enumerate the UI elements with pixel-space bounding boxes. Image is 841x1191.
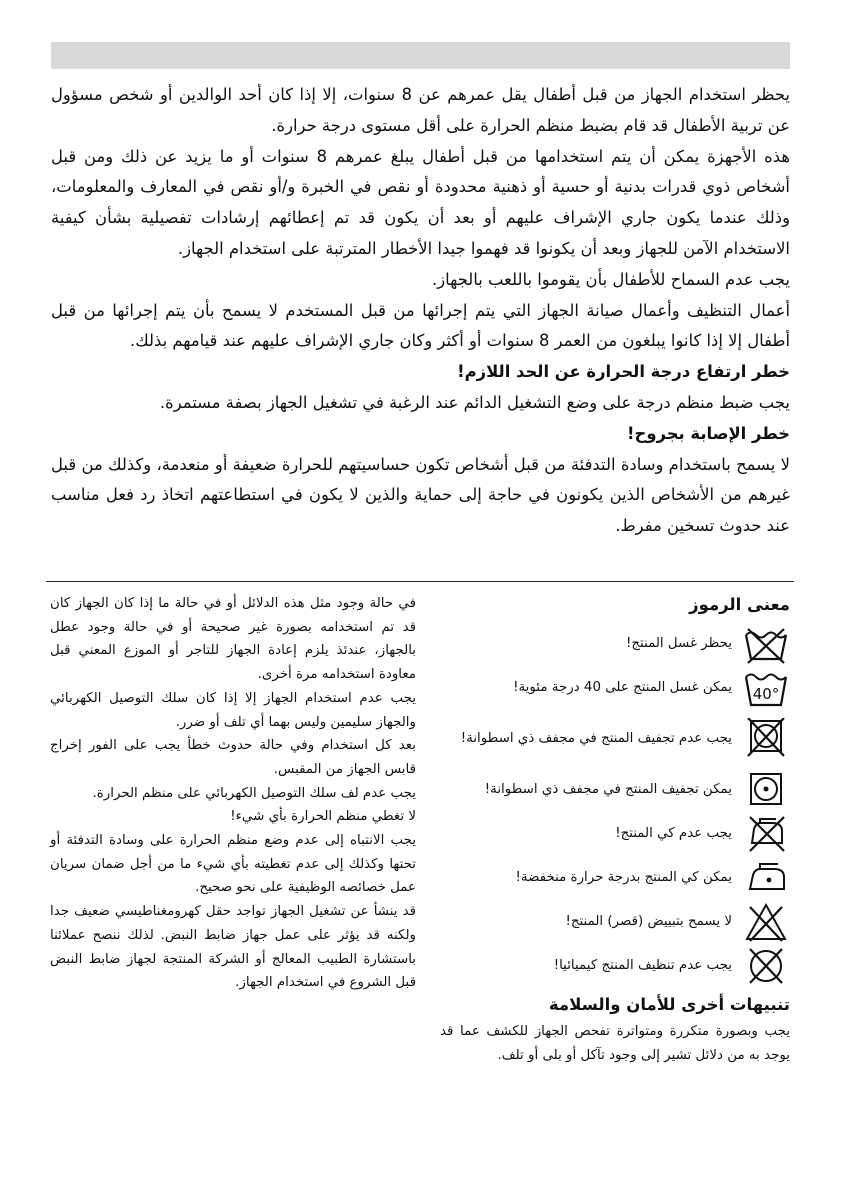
symbol-row [440, 900, 790, 944]
symbol-row [440, 944, 790, 988]
symbol-label: يمكن غسل المنتج على 40 درجة مئوية! [513, 680, 732, 695]
symbol-label: يمكن تجفيف المنتج في مجفف ذي اسطوانة! [484, 782, 732, 797]
paragraph-no-play: يجب عدم السماح للأطفال بأن يقوموا باللعب بالجهاز. [432, 269, 790, 289]
wash-40-icon [742, 667, 790, 709]
wash-prohibited-icon [742, 623, 790, 665]
paragraph-unplug: بعد كل استخدام وفي حالة حدوث خطأ يجب على الفور إخراج قابس الجهاز من المقبس. [50, 738, 416, 777]
paragraph-do-not-cover: لا تغطي منظم الحرارة بأي شيء! [230, 809, 416, 825]
symbol-label: يجب عدم تجفيف المنتج في مجفف ذي اسطوانة! [460, 731, 732, 746]
symbol-row [440, 710, 790, 768]
safety-section-text: يجب وبصورة متكررة ومتواترة تفحص الجهاز للكشف عما قد يوجد به من دلائل تشير إلى وجود تآكل أو بلى أو تلف. [440, 1024, 790, 1063]
symbol-label: لا يسمح بتبييض (قصر) المنتج! [565, 914, 732, 929]
symbol-label: يحظر غسل المنتج! [626, 636, 732, 651]
right-column [440, 592, 790, 1067]
paragraph-return-device: في حالة وجود مثل هذه الدلائل أو في حالة ما إذا كان الجهاز كان قد تم استخدامه بصورة غير صحيحة أو في حالة وجود عطل بالجهاز، عندئذ يلزم إعادة الجهاز للتاجر أو الموزع المعني قبل معاودة استخدامه مرة أخرى. [50, 596, 416, 683]
symbol-row [440, 812, 790, 856]
iron-low-icon [742, 857, 790, 899]
symbol-row [440, 768, 790, 812]
no-bleach-icon [742, 901, 790, 943]
wash-temperature-label: 40° [752, 685, 780, 703]
paragraph-child-age-limit: يحظر استخدام الجهاز من قبل أطفال يقل عمرهم عن 8 سنوات، إلا إذا كان أحد الوالدين أو شخص مسؤول عن تربية الأطفال قد قام بضبط منظم الحرارة على أقل مستوى درجة حرارة. [51, 85, 790, 135]
header-bar [51, 42, 790, 69]
paragraph-cleaning-by-children: أعمال التنظيف وأعمال صيانة الجهاز التي يتم إجرائها من قبل المستخدم لا يسمح بأن يتم إجرائها من قبل أطفال إلا إذا كانوا يبلغون من العمر 8 سنوات أو أكثر وكان جاري الإشراف عليهم عند قيامهم بذلك. [51, 300, 790, 351]
paragraph-supervised-use: هذه الأجهزة يمكن أن يتم استخدامها من قبل أطفال يبلغ عمرهم 8 سنوات أو ما يزيد عن ذلك ومن قبل أشخاص ذوي قدرات بدنية أو حسية أو ذهنية محدودة أو نقص في الخبرة و/أو نقص في المعارف والمعلومات، وذلك عندما يكون جاري الإشراف عليهم أو بعد أن يكون قد تم إعطائهم إرشادات تفصيلية بشأن كيفية الاستخدام الآمن للجهاز وبعد أن يكونوا قد فهموا جيدا الأخطار المترتبة على استخدام الجهاز. [51, 146, 790, 258]
paragraph-heat-insensitive-persons: لا يسمح باستخدام وسادة التدفئة من قبل أشخاص تكون حساسيتهم للحرارة ضعيفة أو منعدمة، وكذلك من قبل غيرهم من الأشخاص الذين يكونون في حاجة إلى حماية والذين لا يكون في استطاعتهم اتخاذ رد فعل مناسب عند حدوث تسخين مفرط. [51, 454, 790, 536]
paragraph-continuous-operation: يجب ضبط منظم درجة على وضع التشغيل الدائم عند الرغبة في تشغيل الجهاز بصفة مستمرة. [159, 392, 790, 412]
no-dry-clean-icon [742, 945, 790, 987]
heading-injury-risk: خطر الإصابة بجروح! [627, 423, 790, 443]
paragraph-no-cable-wrap: يجب عدم لف سلك التوصيل الكهربائي على منظم الحرارة. [92, 785, 416, 801]
symbols-list [440, 622, 790, 988]
symbol-label: يجب عدم تنظيف المنتج كيميائيا! [553, 958, 732, 973]
left-column [50, 592, 416, 995]
symbols-title: معنى الرموز [689, 595, 790, 614]
paragraph-cable-intact: يجب عدم استخدام الجهاز إلا إذا كان سلك التوصيل الكهربائي والجهاز سليمين وليس بهما أي تلف أو ضرر. [50, 690, 416, 730]
safety-section-title: تنبيهات أخرى للأمان والسلامة [548, 995, 790, 1014]
paragraph-pacemaker-warning: قد ينشأ عن تشغيل الجهاز تواجد حقل كهرومغناطيسي ضعيف جدا ولكنه قد يؤثر على عمل جهاز ضابط النبض. لذلك ننصح عملائنا باستشارة الطبيب المعالج أو الشركة المنتجة لجهاز ضابط النبض قبل الشروع في استخدام الجهاز. [50, 904, 416, 991]
symbol-row [440, 856, 790, 900]
paragraph-controller-placement: يجب الانتباه إلى عدم وضع منظم الحرارة على وسادة التدفئة أو تحتها وكذلك إلى عدم تغطيته بأي شيء ما من أجل ضمان سريان عمل خصائصه الوظيفية على نحو صحيح. [50, 833, 416, 896]
no-iron-icon [742, 813, 790, 855]
tumble-dry-icon [742, 769, 790, 811]
heading-overheating-risk: خطر ارتفاع درجة الحرارة عن الحد اللازم! [457, 362, 790, 382]
safety-instructions-top [51, 80, 790, 542]
symbol-label: يمكن كي المنتج بدرجة حرارة منخفضة! [515, 870, 732, 885]
no-tumble-dry-icon [742, 718, 790, 760]
symbol-label: يجب عدم كي المنتج! [615, 826, 732, 841]
section-divider [46, 581, 794, 582]
symbol-row [440, 666, 790, 710]
symbol-row [440, 622, 790, 666]
